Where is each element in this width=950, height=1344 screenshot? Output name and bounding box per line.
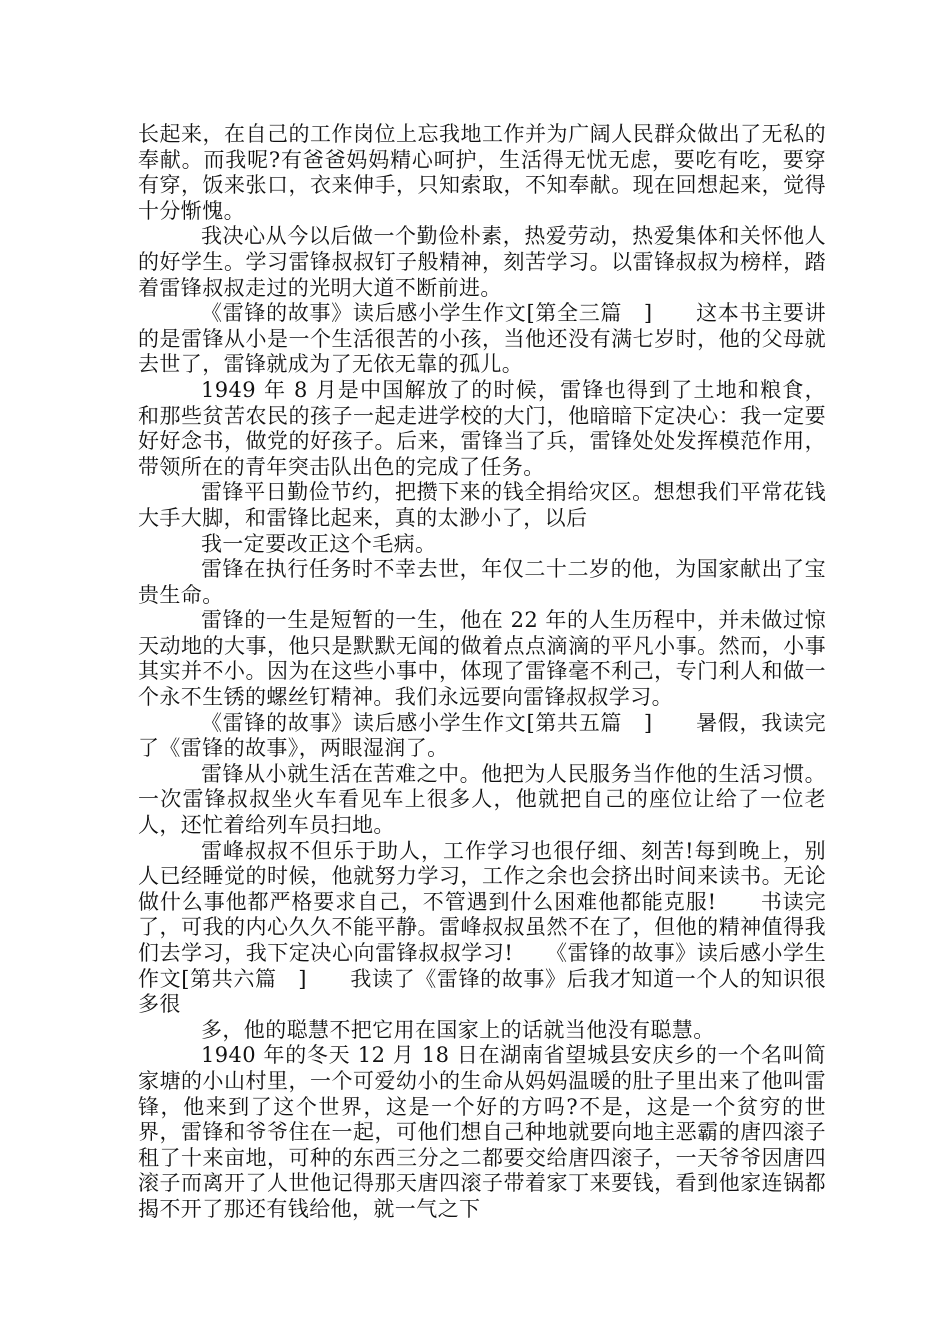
paragraph-10: 雷锋从小就生活在苦难之中。他把为人民服务当作他的生活习惯。一次雷锋叔叔坐火车看见车上很多人，他就把自己的座位让给了一位老人，还忙着给列车员扫地。 bbox=[138, 761, 826, 838]
paragraph-4: 1949 年 8 月是中国解放了的时候，雷锋也得到了土地和粮食，和那些贫苦农民的孩子一起走进学校的大门，他暗暗下定决心：我一定要好好念书，做党的好孩子。后来，雷锋当了兵，雷锋处处发挥模范作用，带领所在的青年突击队出色的完成了任务。 bbox=[138, 377, 826, 479]
paragraph-13: 1940 年的冬天 12 月 18 日在湖南省望城县安庆乡的一个名叫简家塘的小山村里，一个可爱幼小的生命从妈妈温暖的肚子里出来了他叫雷锋，他来到了这个世界，这是一个好的方吗?不是，这是一个贫穷的世界，雷锋和爷爷住在一起，可他们想自己种地就要向地主恶霸的唐四滚子租了十来亩地，可种的东西三分之二都要交给唐四滚子，一天爷爷因唐四滚子而离开了人世他记得那天唐四滚子带着家丁来要钱，看到他家连锅都揭不开了那还有钱给他，就一气之下 bbox=[138, 1043, 826, 1221]
document-body bbox=[138, 122, 826, 1223]
paragraph-2: 我决心从今以后做一个勤俭朴素，热爱劳动，热爱集体和关怀他人的好学生。学习雷锋叔叔钉子般精神，刻苦学习。以雷锋叔叔为榜样，踏着雷锋叔叔走过的光明大道不断前进。 bbox=[138, 224, 826, 300]
paragraph-12: 多，他的聪慧不把它用在国家上的话就当他没有聪慧。 bbox=[201, 1017, 715, 1042]
paragraph-8: 雷锋的一生是短暂的一生，他在 22 年的人生历程中，并未做过惊天动地的大事，他只是默默无闻的做着点点滴滴的平凡小事。然而，小事其实并不小。因为在这些小事中，体现了雷锋毫不利己，专门利人和做一个永不生锈的螺丝钉精神。我们永远要向雷锋叔叔学习。 bbox=[138, 608, 826, 710]
paragraph-1: 长起来，在自己的工作岗位上忘我地工作并为广阔人民群众做出了无私的奉献。而我呢?有爸爸妈妈精心呵护，生活得无忧无虑，要吃有吃，要穿有穿，饭来张口，衣来伸手，只知索取，不知奉献。现在回想起来，觉得十分惭愧。 bbox=[138, 122, 826, 223]
paragraph-9: 《雷锋的故事》读后感小学生作文[第共五篇 ] 暑假，我读完了《雷锋的故事》，两眼湿润了。 bbox=[138, 710, 826, 761]
paragraph-3: 《雷锋的故事》读后感小学生作文[第全三篇 ] 这本书主要讲的是雷锋从小是一个生活很苦的小孩，当他还没有满七岁时，他的父母就去世了，雷锋就成为了无依无靠的孤儿。 bbox=[138, 301, 826, 377]
paragraph-11: 雷峰叔叔不但乐于助人，工作学习也很仔细、刻苦!每到晚上，别人已经睡觉的时候，他就努力学习，工作之余也会挤出时间来读书。无论做什么事他都严格要求自己，不管遇到什么困难他都能克服! 书读完了，可我的内心久久不能平静。雷峰叔叔虽然不在了，但他的精神值得我们去学习，我下定决心向雷锋叔叔学习! 《雷锋的故事》读后感小学生作文[第共六篇 ] 我读了《雷锋的故事》后我才知道一个人的知识很多很 bbox=[138, 838, 826, 1017]
paragraph-6: 我一定要改正这个毛病。 bbox=[201, 531, 437, 556]
paragraph-5: 雷锋平日勤俭节约，把攒下来的钱全捐给灾区。想想我们平常花钱大手大脚，和雷锋比起来，真的太渺小了，以后 bbox=[138, 480, 826, 530]
paragraph-7: 雷锋在执行任务时不幸去世，年仅二十二岁的他，为国家献出了宝贵生命。 bbox=[138, 557, 826, 607]
